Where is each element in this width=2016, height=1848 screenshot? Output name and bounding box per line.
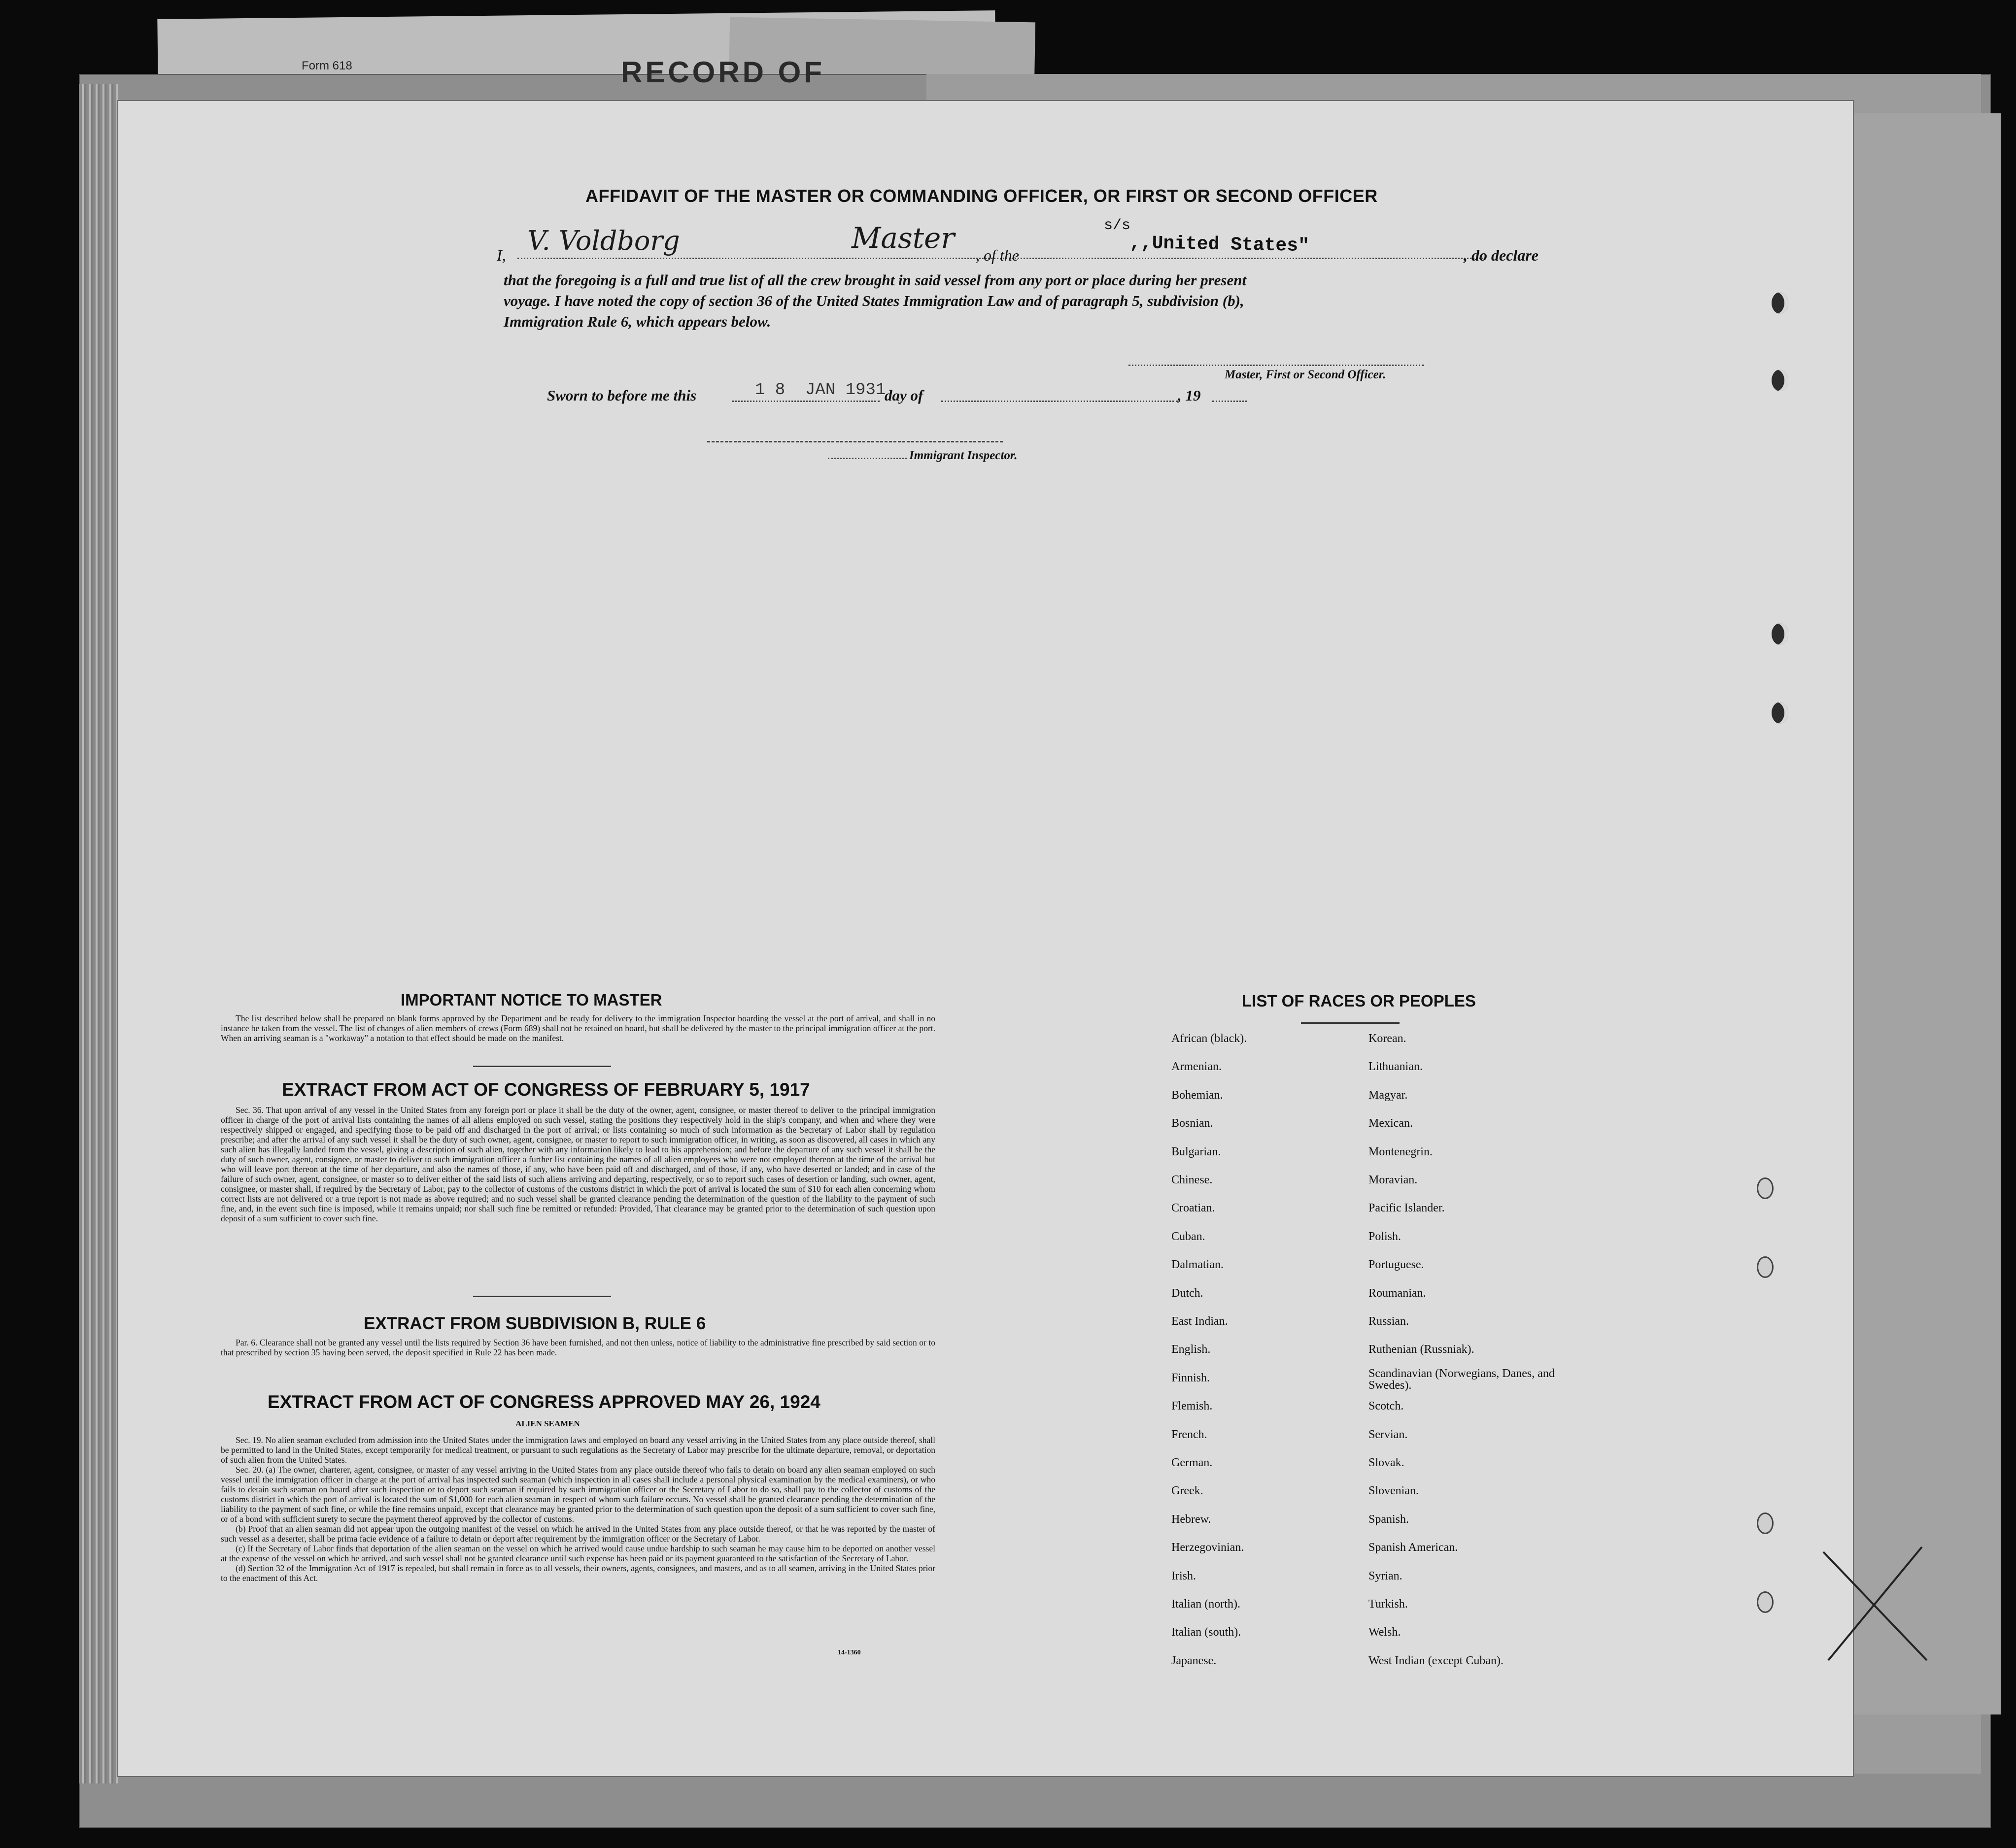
affidavit-line-1: that the foregoing is a full and true list of all the crew brought in said vessel from any port or place during her present	[504, 271, 1247, 289]
race-item: Servian.	[1368, 1428, 1408, 1441]
extract-1917-divider	[473, 1296, 611, 1297]
master-signature-line	[1128, 365, 1424, 366]
race-item: Turkish.	[1368, 1598, 1408, 1611]
race-item: Irish.	[1171, 1569, 1196, 1582]
races-title: LIST OF RACES OR PEOPLES	[1242, 992, 1476, 1010]
race-item: Bohemian.	[1171, 1088, 1223, 1102]
race-item: Welsh.	[1368, 1626, 1401, 1639]
notice-divider	[473, 1066, 611, 1067]
race-item: Dalmatian.	[1171, 1258, 1224, 1272]
race-item: Lithuanian.	[1368, 1060, 1423, 1074]
race-item: Japanese.	[1171, 1654, 1217, 1667]
vessel-name-stamp: ,,United States"	[1129, 232, 1310, 257]
notice-title: IMPORTANT NOTICE TO MASTER	[401, 991, 662, 1009]
affidavit-line-3: Immigration Rule 6, which appears below.	[504, 313, 771, 330]
pencil-x-mark	[1809, 1537, 1947, 1675]
punch-hole	[1757, 1512, 1774, 1534]
affidavit-prefix: I,	[497, 246, 506, 264]
sworn-day-line	[732, 401, 880, 402]
extract-1917-body	[221, 1105, 935, 1223]
race-item: African (black).	[1171, 1032, 1247, 1045]
race-item: English.	[1171, 1343, 1211, 1356]
extract-1917-title: EXTRACT FROM ACT OF CONGRESS OF FEBRUARY 5, 1917	[282, 1079, 810, 1100]
par-6-paragraph: Par. 6. Clearance shall not be granted any vessel until the lists required by Section 36 have been furnished, and not then unless, notice of liability to the administrative fine prescribed by said section or to that prescribed by section 35 having been served, the deposit specified in Rule 22 has been made.	[221, 1338, 935, 1357]
inspector-caption: Immigrant Inspector.	[909, 449, 1018, 462]
race-item: Scandinavian (Norwegians, Danes, and Swedes).	[1368, 1367, 1555, 1392]
punch-hole	[1772, 370, 1788, 391]
race-item: Scotch.	[1368, 1400, 1404, 1413]
affidavit-title: AFFIDAVIT OF THE MASTER OR COMMANDING OFFICER, OR FIRST OR SECOND OFFICER	[585, 186, 1378, 206]
race-item: Mexican.	[1368, 1117, 1413, 1130]
sec-19-paragraph: Sec. 19. No alien seaman excluded from admission into the United States under the immigration laws and employed on board any vessel arriving in the United States from any place outside thereof, shall be permitted to land in the United States, except temporarily for medical treatment, or pursuant to such regulations as the Secretary of Labor may prescribe for the ultimate departure, removal, or deportation of such alien from the United States.	[221, 1435, 935, 1465]
master-name-signature: V. Voldborg	[527, 225, 680, 256]
punch-hole	[1757, 1591, 1774, 1613]
race-item: Syrian.	[1368, 1569, 1402, 1582]
notice-paragraph: The list described below shall be prepared on blank forms approved by the Department and be ready for delivery to the immigration Inspector boarding the vessel at the port of arrival, and shall in no instance be taken from the vessel. The list of changes of alien members of crews (Form 689) shall not be retained on board, but shall be delivered by the master to the principal immigration officer at the port. When an arriving seaman is a "workaway" a notation to that effect should be made on the manifest.	[221, 1013, 935, 1043]
record-title-fragment: RECORD OF	[621, 56, 825, 89]
sec-20b-paragraph: (b) Proof that an alien seaman did not appear upon the outgoing manifest of the vessel on which he arrived in the United States from any place outside thereof, or that he was reported by the master of such vessel as a deserter, shall be prima facie evidence of a failure to detain or deport after requirement by the immigration officer or the Secretary of Labor.	[221, 1524, 935, 1544]
underlying-page-edge	[1853, 113, 2001, 1714]
race-item: Hebrew.	[1171, 1512, 1211, 1526]
race-item: Greek.	[1171, 1484, 1203, 1498]
race-item: French.	[1171, 1428, 1207, 1441]
race-item: Russian.	[1368, 1315, 1409, 1328]
race-item: Chinese.	[1171, 1174, 1213, 1186]
extract-1924-subtitle: ALIEN SEAMEN	[515, 1419, 580, 1428]
race-item: Bosnian.	[1171, 1117, 1213, 1130]
stacked-page-edges	[79, 84, 118, 1783]
sec-20d-paragraph: (d) Section 32 of the Immigration Act of 1917 is repealed, but shall remain in force as to all vessels, their owners, agents, consignees, and masters, and as to all seamen, arriving in the United States prior to the enactment of this Act.	[221, 1563, 935, 1583]
race-item: Spanish American.	[1368, 1541, 1458, 1554]
race-item: Korean.	[1368, 1032, 1406, 1045]
race-item: Italian (south).	[1171, 1626, 1241, 1639]
race-item: Roumanian.	[1368, 1286, 1426, 1300]
form-number: Form 618	[302, 59, 352, 72]
year-prefix: , 19	[1178, 387, 1201, 404]
race-item: Portuguese.	[1368, 1258, 1424, 1272]
race-item: Italian (north).	[1171, 1598, 1240, 1611]
sworn-month-line	[941, 401, 1178, 402]
race-item: Slovak.	[1368, 1456, 1404, 1469]
do-declare-label: , do declare	[1464, 246, 1538, 264]
race-item: Bulgarian.	[1171, 1145, 1221, 1158]
race-item: Herzegovinian.	[1171, 1541, 1244, 1554]
inspector-signature-line	[707, 441, 1003, 442]
sworn-year-line	[1212, 401, 1247, 402]
vessel-prefix-stamp: s/s	[1104, 217, 1131, 234]
race-item: Magyar.	[1368, 1088, 1408, 1102]
race-item: West Indian (except Cuban).	[1368, 1654, 1503, 1667]
race-item: Moravian.	[1368, 1174, 1418, 1186]
races-title-underline	[1301, 1022, 1400, 1024]
race-item: Dutch.	[1171, 1286, 1203, 1300]
print-code: 14-1360	[838, 1649, 861, 1656]
race-item: Armenian.	[1171, 1060, 1222, 1074]
section-36-paragraph: Sec. 36. That upon arrival of any vessel in the United States from any foreign port or place it shall be the duty of the owner, agent, consignee, or master thereof to deliver to the principal immigration officer in charge of the port of arrival lists containing the names of all aliens employed on such vessel, stating the positions they respectively hold in the ship's company, and when and where they were respectively shipped or engaged, and specifying those to be paid off and discharged in the port of arrival; or lists containing so much of such information as the Secretary of Labor shall by regulation prescribe; and after the arrival of any such vessel it shall be the duty of such owner, agent, consignee, or master to report to such immigration officer, in writing, as soon as discovered, all cases in which any such alien has illegally landed from the vessel, giving a description of such alien, together with any information likely to lead to his apprehension; and before the departure of any such vessel it shall be the duty of such owner, agent, consignee, or master to deliver to such immigration officer a further list containing the names of all alien employees who were not employed thereon at the time of the arrival but who will leave port thereon at the time of her departure, and also the names of those, if any, who have been paid off and discharged, and of those, if any, who have deserted or landed; and in case of the failure of such owner, agent, consignee, or master so to deliver either of the said lists of such aliens arriving and departing, respectively, or so to report such cases of desertion or landing, such owner, agent, consignee, or master shall, if required by the Secretary of Labor, pay to the collector of customs of the customs district in which the port of arrival is located the sum of $10 for each alien concerning whom correct lists are not delivered or a true report is not made as above required; and no such vessel shall be granted clearance pending the determination of the question of the liability to the payment of such fine, and, in the event such fine is imposed, while it remains unpaid; nor shall such fine be remitted or refunded: Provided, That clearance may be granted prior to the determination of such question upon deposit of a sum sufficient to cover such fine.	[221, 1105, 935, 1223]
of-the-label: , of the	[976, 246, 1019, 264]
race-item: Montenegrin.	[1368, 1145, 1433, 1158]
punch-hole	[1772, 292, 1788, 314]
vessel-name-line	[1050, 258, 1483, 259]
master-signature-caption-text: Master, First or Second Officer.	[1225, 368, 1386, 381]
punch-hole	[1772, 702, 1788, 724]
sec-20c-paragraph: (c) If the Secretary of Labor finds that deportation of the alien seaman on the vessel on which he arrived would cause undue hardship to such seaman he may cause him to be deported on another vessel at the expense of the vessel on which he arrived, and such vessel shall not be granted clearance until such expense has been paid or its payment guaranteed to the satisfaction of the Secretary of Labor.	[221, 1544, 935, 1563]
extract-rule6-body	[221, 1338, 935, 1357]
inspector-caption-line	[828, 458, 907, 459]
day-of-label: day of	[885, 387, 923, 404]
race-item: East Indian.	[1171, 1315, 1228, 1328]
race-item: Croatian.	[1171, 1202, 1215, 1215]
extract-1924-title: EXTRACT FROM ACT OF CONGRESS APPROVED MAY 26, 1924	[268, 1392, 820, 1412]
punch-hole	[1757, 1256, 1774, 1278]
extract-1924-body	[221, 1435, 935, 1583]
master-signature-caption	[1225, 368, 1386, 382]
race-item: German.	[1171, 1456, 1213, 1469]
sworn-date-stamp: 1 8 JAN 1931	[755, 381, 886, 400]
race-item: Finnish.	[1171, 1371, 1210, 1384]
punch-hole	[1757, 1177, 1774, 1199]
race-item: Polish.	[1368, 1230, 1401, 1243]
notice-body	[221, 1013, 935, 1043]
affidavit-sheet	[118, 101, 1853, 1776]
master-role-signature: Master	[852, 221, 955, 255]
extract-rule6-title: EXTRACT FROM SUBDIVISION B, RULE 6	[364, 1314, 706, 1333]
race-item: Slovenian.	[1368, 1484, 1419, 1498]
race-item: Cuban.	[1171, 1230, 1205, 1243]
race-item: Pacific Islander.	[1368, 1202, 1445, 1215]
sec-20a-paragraph: Sec. 20. (a) The owner, charterer, agent, consignee, or master of any vessel arriving in the United States from any place outside thereof who fails to detain on board any alien seaman employed on such vessel until the immigration officer in charge at the port of arrival has inspected such seaman (which inspection in all cases shall include a personal physical examination by the medical examiners), or who fails to detain such seaman on board after such inspection or to deport such seaman if required by such immigration officer or the Secretary of Labor to do so, shall pay to the collector of customs of the customs district in which the port of arrival is located the sum of $1,000 for each alien seaman in respect of whom such failure occurs. No vessel shall be granted clearance pending the determination of the liability to the payment of such fine, or while the fine remains unpaid, except that clearance may be granted prior to the determination of such question upon the deposit of a sum sufficient to cover such fine, or of a bond with sufficient surety to secure the payment thereof approved by the collector of customs.	[221, 1465, 935, 1524]
race-item: Flemish.	[1171, 1400, 1213, 1413]
sworn-prefix: Sworn to before me this	[547, 387, 697, 404]
affidavit-line-2: voyage. I have noted the copy of section 36 of the United States Immigration Law and of paragraph 5, subdivision (b),	[504, 292, 1244, 309]
race-item: Spanish.	[1368, 1512, 1409, 1526]
punch-hole	[1772, 623, 1788, 645]
race-item: Ruthenian (Russniak).	[1368, 1343, 1474, 1356]
